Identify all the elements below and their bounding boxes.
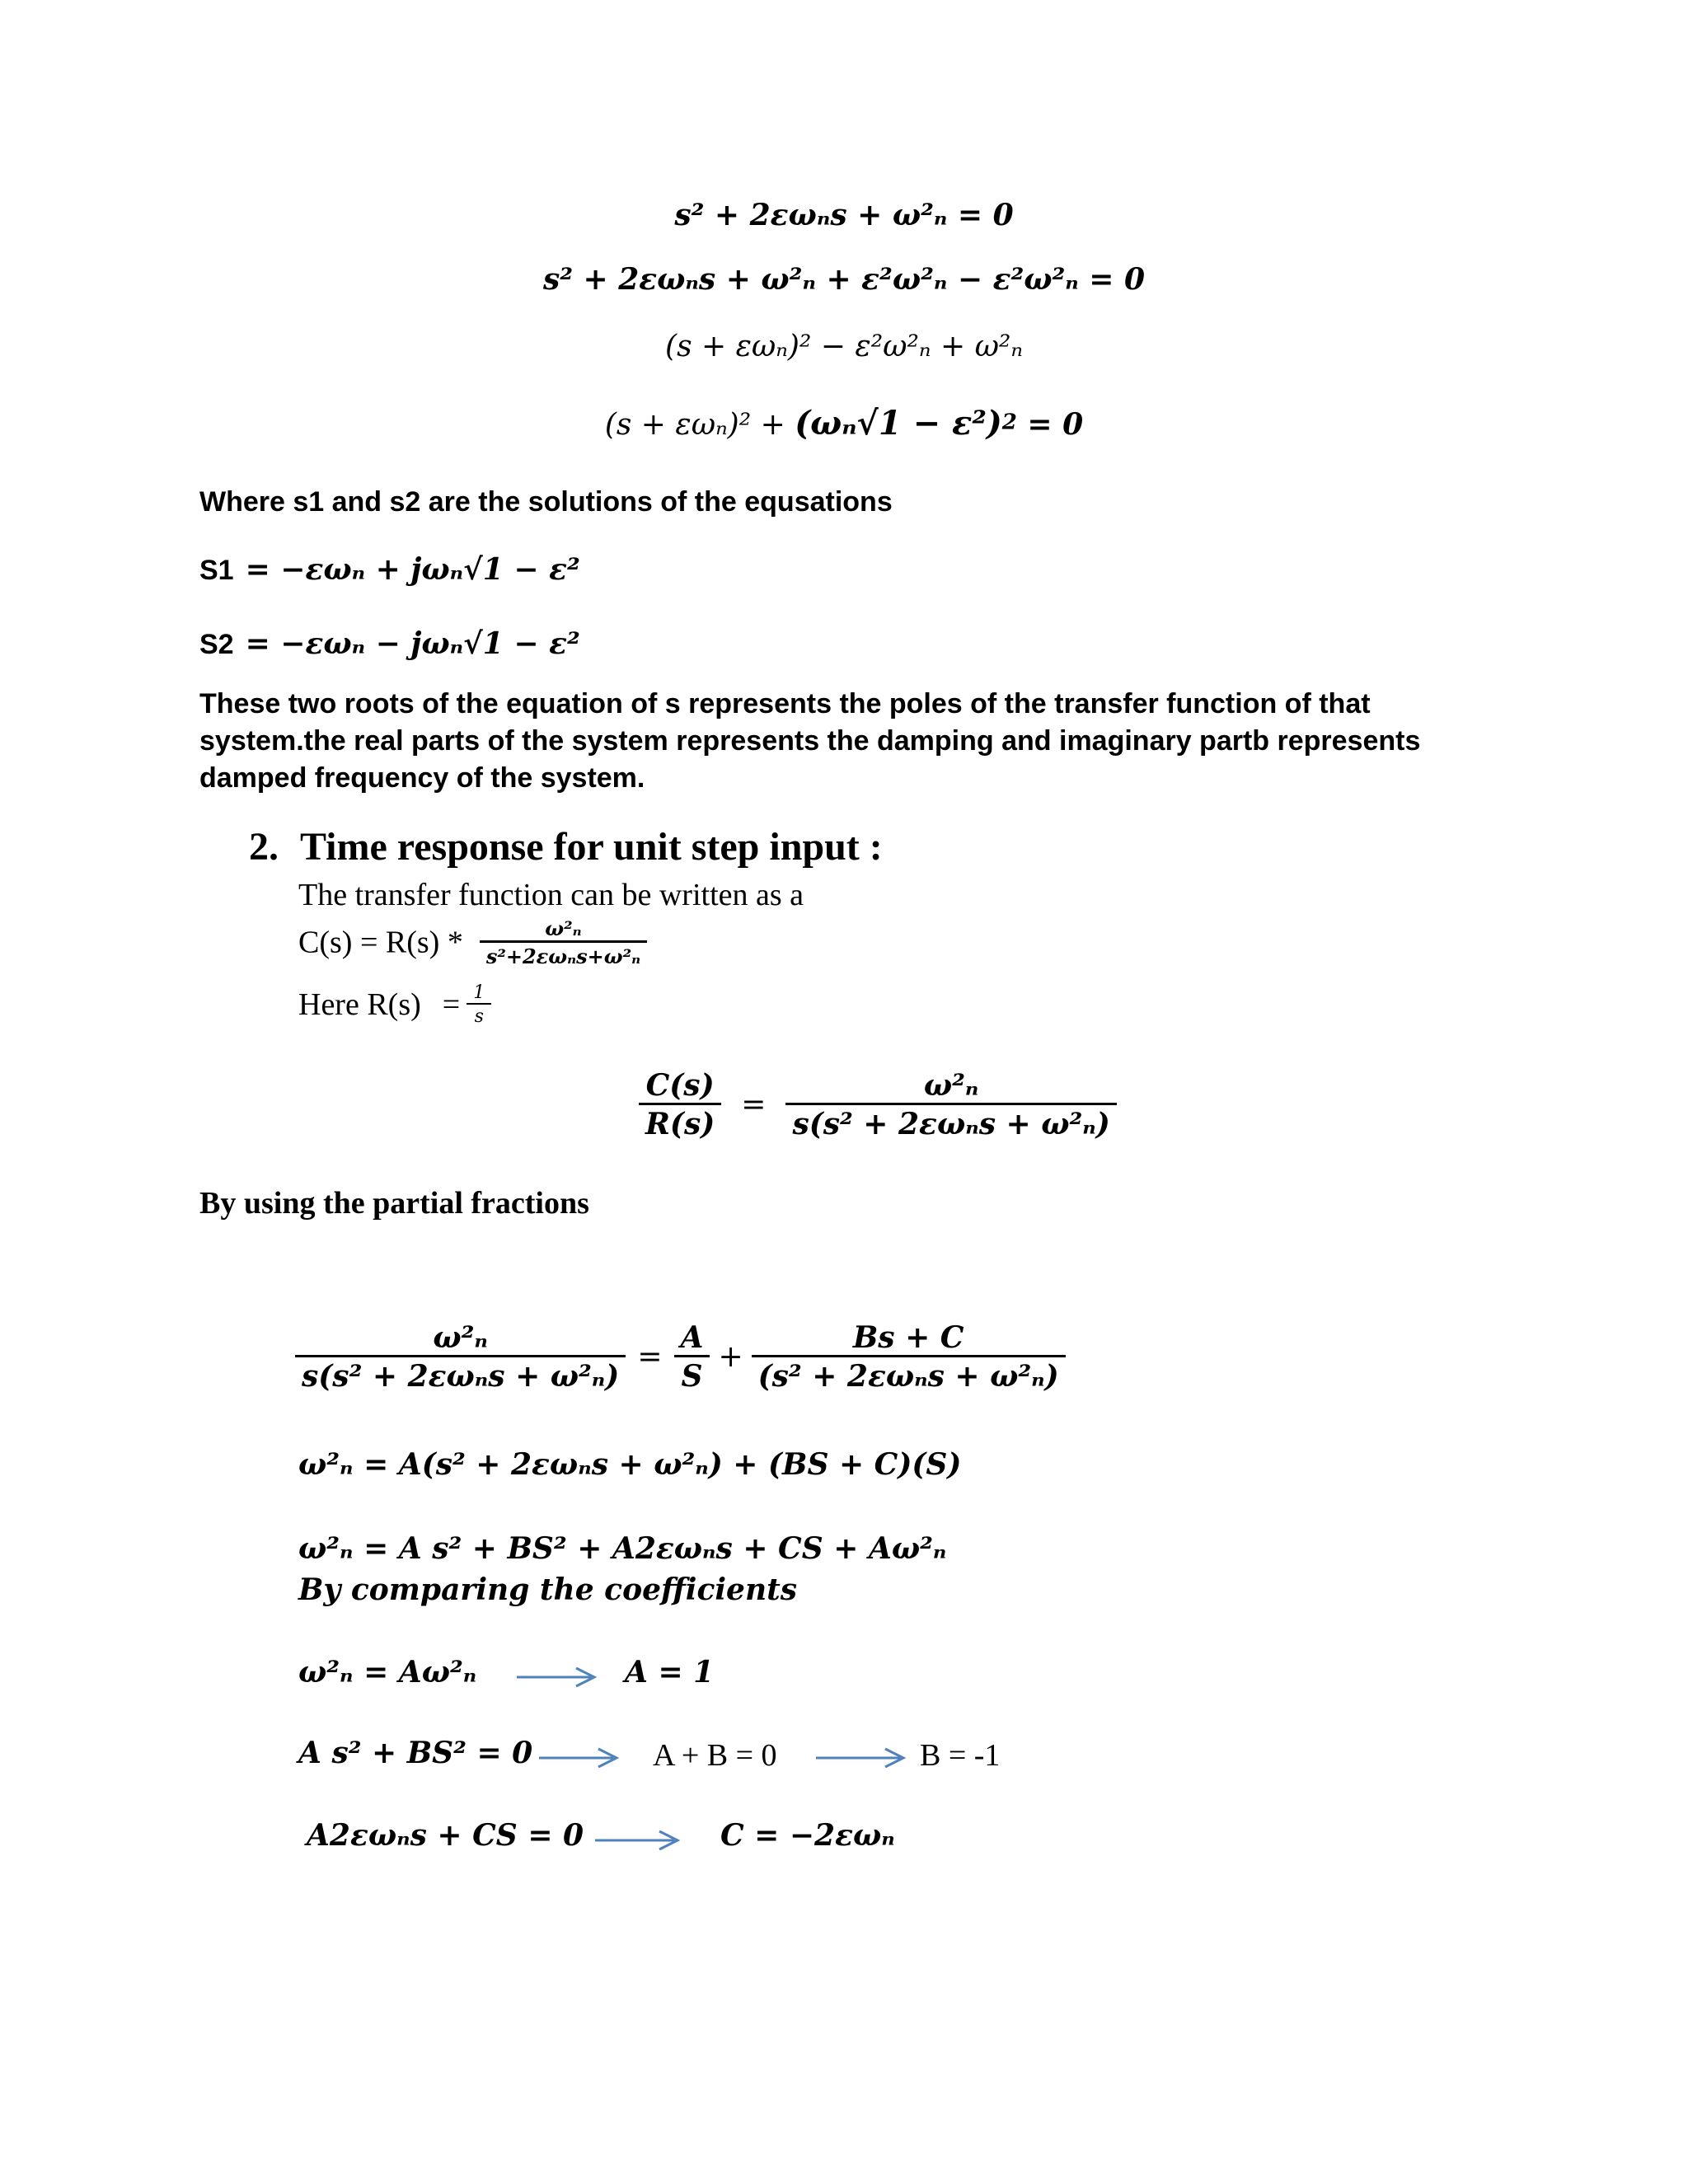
partial-fractions-heading: By using the partial fractions bbox=[199, 1186, 589, 1221]
partial-lhs-fraction bbox=[295, 1320, 626, 1394]
section-title: Time response for unit step input : bbox=[300, 825, 883, 869]
roots-paragraph: These two roots of the equation of s represents the poles of the transfer function of that system.the real parts of the system represents the damping and imaginary partb represents damped frequency of the system. bbox=[199, 688, 1421, 794]
arrow-row1-icon bbox=[515, 1665, 598, 1690]
equation-factored-right: = 0 bbox=[1016, 407, 1084, 442]
coefficient-row1-left: ω²ₙ = Aω²ₙ bbox=[298, 1655, 477, 1690]
arrow-row3-icon bbox=[593, 1828, 681, 1853]
root-s1-expression: = −εωₙ + jωₙ√1 − ε² bbox=[245, 552, 580, 587]
arrow-row2b-icon bbox=[814, 1746, 907, 1770]
arrow-row2-icon bbox=[537, 1746, 620, 1770]
input-definition-numerator: 1 bbox=[473, 982, 485, 1003]
coefficient-row2-right: B = -1 bbox=[920, 1738, 1001, 1773]
partial-a-fraction bbox=[674, 1320, 710, 1394]
input-definition-line bbox=[298, 982, 491, 1027]
equation-factored bbox=[0, 404, 1688, 443]
partial-equals: = bbox=[637, 1340, 663, 1374]
expansion-line-2: ω²ₙ = A s² + BS² + A2εωₙs + CS + Aω²ₙ bbox=[298, 1531, 947, 1566]
input-definition-label: Here R(s) bbox=[298, 987, 421, 1022]
partial-a-numerator: A bbox=[680, 1320, 704, 1355]
equation-grouped: (s + εωₙ)² − ε²ω²ₙ + ω²ₙ bbox=[665, 330, 1023, 363]
input-definition-equals: = bbox=[442, 987, 461, 1022]
coefficient-row3-left: A2εωₙs + CS = 0 bbox=[307, 1818, 584, 1853]
expansion-line-1: ω²ₙ = A(s² + 2εωₙs + ω²ₙ) + (BS + C)(S) bbox=[298, 1447, 962, 1482]
transfer-function-numerator: ω²ₙ bbox=[545, 916, 582, 940]
root-s1 bbox=[199, 552, 580, 587]
equation-completing-square: s² + 2εωₙs + ω²ₙ + ε²ω²ₙ − ε²ω²ₙ = 0 bbox=[542, 262, 1146, 297]
partial-b-numerator: Bs + C bbox=[852, 1320, 964, 1355]
ratio-left-denominator: R(s) bbox=[639, 1103, 721, 1141]
partial-plus: + bbox=[718, 1340, 743, 1374]
partial-lhs-denominator: s(s² + 2εωₙs + ω²ₙ) bbox=[295, 1355, 626, 1394]
equation-factored-exponent: 2 bbox=[1001, 410, 1017, 435]
equation-factored-mid: (ωₙ√1 − ε²) bbox=[795, 404, 1002, 443]
transfer-function-label: C(s) = R(s) * bbox=[298, 925, 463, 960]
root-s2-expression: = −εωₙ − jωₙ√1 − ε² bbox=[245, 626, 580, 661]
coefficient-row2-left: A s² + BS² = 0 bbox=[298, 1736, 533, 1770]
coefficient-row1-right: A = 1 bbox=[625, 1655, 715, 1690]
transfer-function-fraction bbox=[480, 916, 647, 968]
ratio-equation bbox=[639, 1068, 1117, 1141]
section-heading bbox=[249, 824, 883, 869]
ratio-right-denominator: s(s² + 2εωₙs + ω²ₙ) bbox=[785, 1103, 1116, 1141]
root-s2 bbox=[199, 626, 580, 661]
coefficient-row2-middle: A + B = 0 bbox=[653, 1738, 777, 1773]
equation-factored-left: (s + εωₙ)² + bbox=[604, 408, 795, 442]
ratio-right-numerator: ω²ₙ bbox=[923, 1068, 979, 1103]
partial-b-denominator: (s² + 2εωₙs + ω²ₙ) bbox=[752, 1355, 1066, 1394]
root-s2-label: S2 bbox=[199, 629, 234, 660]
input-definition-denominator: s bbox=[467, 1003, 491, 1027]
ratio-right-fraction bbox=[785, 1068, 1116, 1141]
partial-fraction-equation bbox=[295, 1320, 1066, 1394]
comparing-coefficients: By comparing the coefficients bbox=[298, 1572, 798, 1607]
ratio-equals: = bbox=[741, 1088, 767, 1122]
root-s1-label: S1 bbox=[199, 555, 234, 586]
ratio-left-numerator: C(s) bbox=[645, 1068, 715, 1103]
transfer-function-denominator: s²+2εωₙs+ω²ₙ bbox=[480, 940, 647, 968]
coefficient-row3-right: C = −2εωₙ bbox=[720, 1818, 895, 1853]
section-intro: The transfer function can be written as a bbox=[298, 878, 804, 912]
ratio-left-fraction bbox=[639, 1068, 721, 1141]
partial-a-denominator: S bbox=[674, 1355, 710, 1394]
partial-b-fraction bbox=[752, 1320, 1066, 1394]
transfer-function-line bbox=[298, 916, 647, 968]
partial-lhs-numerator: ω²ₙ bbox=[433, 1320, 488, 1355]
section-number: 2. bbox=[249, 825, 279, 869]
equation-characteristic: s² + 2εωₙs + ω²ₙ = 0 bbox=[674, 198, 1014, 232]
input-definition-fraction bbox=[467, 982, 491, 1027]
where-text: Where s1 and s2 are the solutions of the equsations bbox=[199, 486, 893, 518]
